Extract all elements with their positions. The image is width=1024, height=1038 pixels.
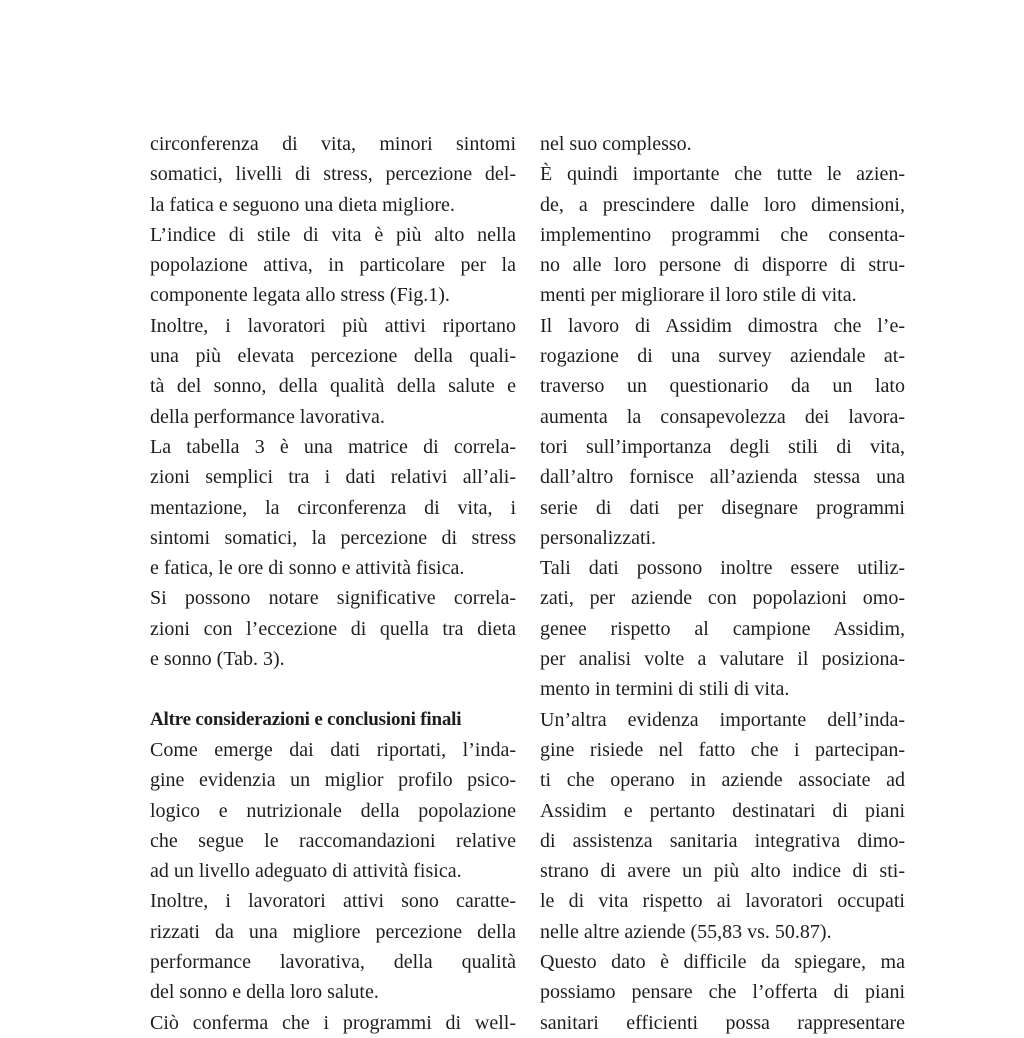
text-line: de, a prescindere dalle loro dimensioni, xyxy=(540,193,905,216)
text-line: menti per migliorare il loro stile di vita. xyxy=(540,284,857,307)
text-line: gine evidenzia un miglior profilo psico- xyxy=(150,769,516,792)
text-line: ti che operano in aziende associate ad xyxy=(540,769,905,792)
text-line: zati, per aziende con popolazioni omo- xyxy=(540,587,905,610)
text-line: componente legata allo stress (Fig.1). xyxy=(150,284,450,307)
text-line: tà del sonno, della qualità della salute e xyxy=(150,375,516,398)
text-line: e fatica, le ore di sonno e attività fisica. xyxy=(150,557,465,580)
text-line: implementino programmi che consenta- xyxy=(540,223,905,246)
text-line: mentazione, la circonferenza di vita, i xyxy=(150,496,516,519)
text-line: È quindi importante che tutte le azien- xyxy=(540,163,905,186)
text-line: e sonno (Tab. 3). xyxy=(150,648,285,671)
text-line: traverso un questionario da un lato xyxy=(540,375,905,398)
text-line: mento in termini di stili di vita. xyxy=(540,678,790,701)
text-line: zioni con l’eccezione di quella tra dieta xyxy=(150,617,516,640)
text-line: Si possono notare significative correla- xyxy=(150,587,516,610)
text-line: rogazione di una survey aziendale at- xyxy=(540,345,905,368)
text-line: serie di dati per disegnare programmi xyxy=(540,496,905,519)
text-line: la fatica e seguono una dieta migliore. xyxy=(150,193,455,216)
text-line: La tabella 3 è una matrice di correla- xyxy=(150,435,516,458)
left-text-column xyxy=(150,129,516,1038)
text-line: sintomi somatici, la percezione di stress xyxy=(150,526,516,549)
text-line: somatici, livelli di stress, percezione del- xyxy=(150,163,516,186)
text-line: Questo dato è difficile da spiegare, ma xyxy=(540,951,905,974)
text-line: aumenta la consapevolezza dei lavora- xyxy=(540,405,905,428)
text-line: ad un livello adeguato di attività fisica. xyxy=(150,860,462,883)
section-heading: Altre considerazioni e conclusioni finali xyxy=(150,708,462,730)
text-line: circonferenza di vita, minori sintomi xyxy=(150,133,516,155)
right-text-column xyxy=(540,129,905,1038)
text-line: di assistenza sanitaria integrativa dimo- xyxy=(540,829,905,852)
text-line: possiamo pensare che l’offerta di piani xyxy=(540,981,905,1004)
text-line: genee rispetto al campione Assidim, xyxy=(540,617,905,640)
text-line: Tali dati possono inoltre essere utiliz- xyxy=(540,557,905,580)
text-line: rizzati da una migliore percezione della xyxy=(150,920,516,943)
text-line: strano di avere un più alto indice di sti- xyxy=(540,860,905,883)
text-line: tori sull’importanza degli stili di vita, xyxy=(540,435,905,458)
text-line: nelle altre aziende (55,83 vs. 50.87). xyxy=(540,920,832,943)
text-line: logico e nutrizionale della popolazione xyxy=(150,799,516,822)
text-line: popolazione attiva, in particolare per la xyxy=(150,254,516,277)
text-line: Inoltre, i lavoratori più attivi riportano xyxy=(150,314,516,337)
text-line: del sonno e della loro salute. xyxy=(150,981,379,1004)
text-line: Inoltre, i lavoratori attivi sono caratte- xyxy=(150,890,516,913)
text-line: della performance lavorativa. xyxy=(150,405,385,428)
text-line: Come emerge dai dati riportati, l’inda- xyxy=(150,738,516,761)
text-line: sanitari efficienti possa rappresentare xyxy=(540,1011,905,1034)
text-line: gine risiede nel fatto che i partecipan- xyxy=(540,738,905,761)
text-line: dall’altro fornisce all’azienda stessa una xyxy=(540,466,905,489)
text-line: Un’altra evidenza importante dell’inda- xyxy=(540,708,905,731)
text-line: per analisi volte a valutare il posiziona- xyxy=(540,648,905,671)
text-line: nel suo complesso. xyxy=(540,133,692,155)
paragraph-gap xyxy=(150,674,516,704)
text-line: che segue le raccomandazioni relative xyxy=(150,829,516,852)
text-line: Ciò conferma che i programmi di well- xyxy=(150,1011,516,1034)
text-line: le di vita rispetto ai lavoratori occupati xyxy=(540,890,905,913)
text-line: zioni semplici tra i dati relativi all’ali- xyxy=(150,466,516,489)
text-line: personalizzati. xyxy=(540,526,657,549)
text-line: performance lavorativa, della qualità xyxy=(150,951,516,974)
text-line: L’indice di stile di vita è più alto nella xyxy=(150,223,516,246)
text-line: Assidim e pertanto destinatari di piani xyxy=(540,799,905,822)
text-line: no alle loro persone di disporre di stru- xyxy=(540,254,905,277)
text-line: una più elevata percezione della quali- xyxy=(150,345,516,368)
text-line: Il lavoro di Assidim dimostra che l’e- xyxy=(540,314,905,337)
